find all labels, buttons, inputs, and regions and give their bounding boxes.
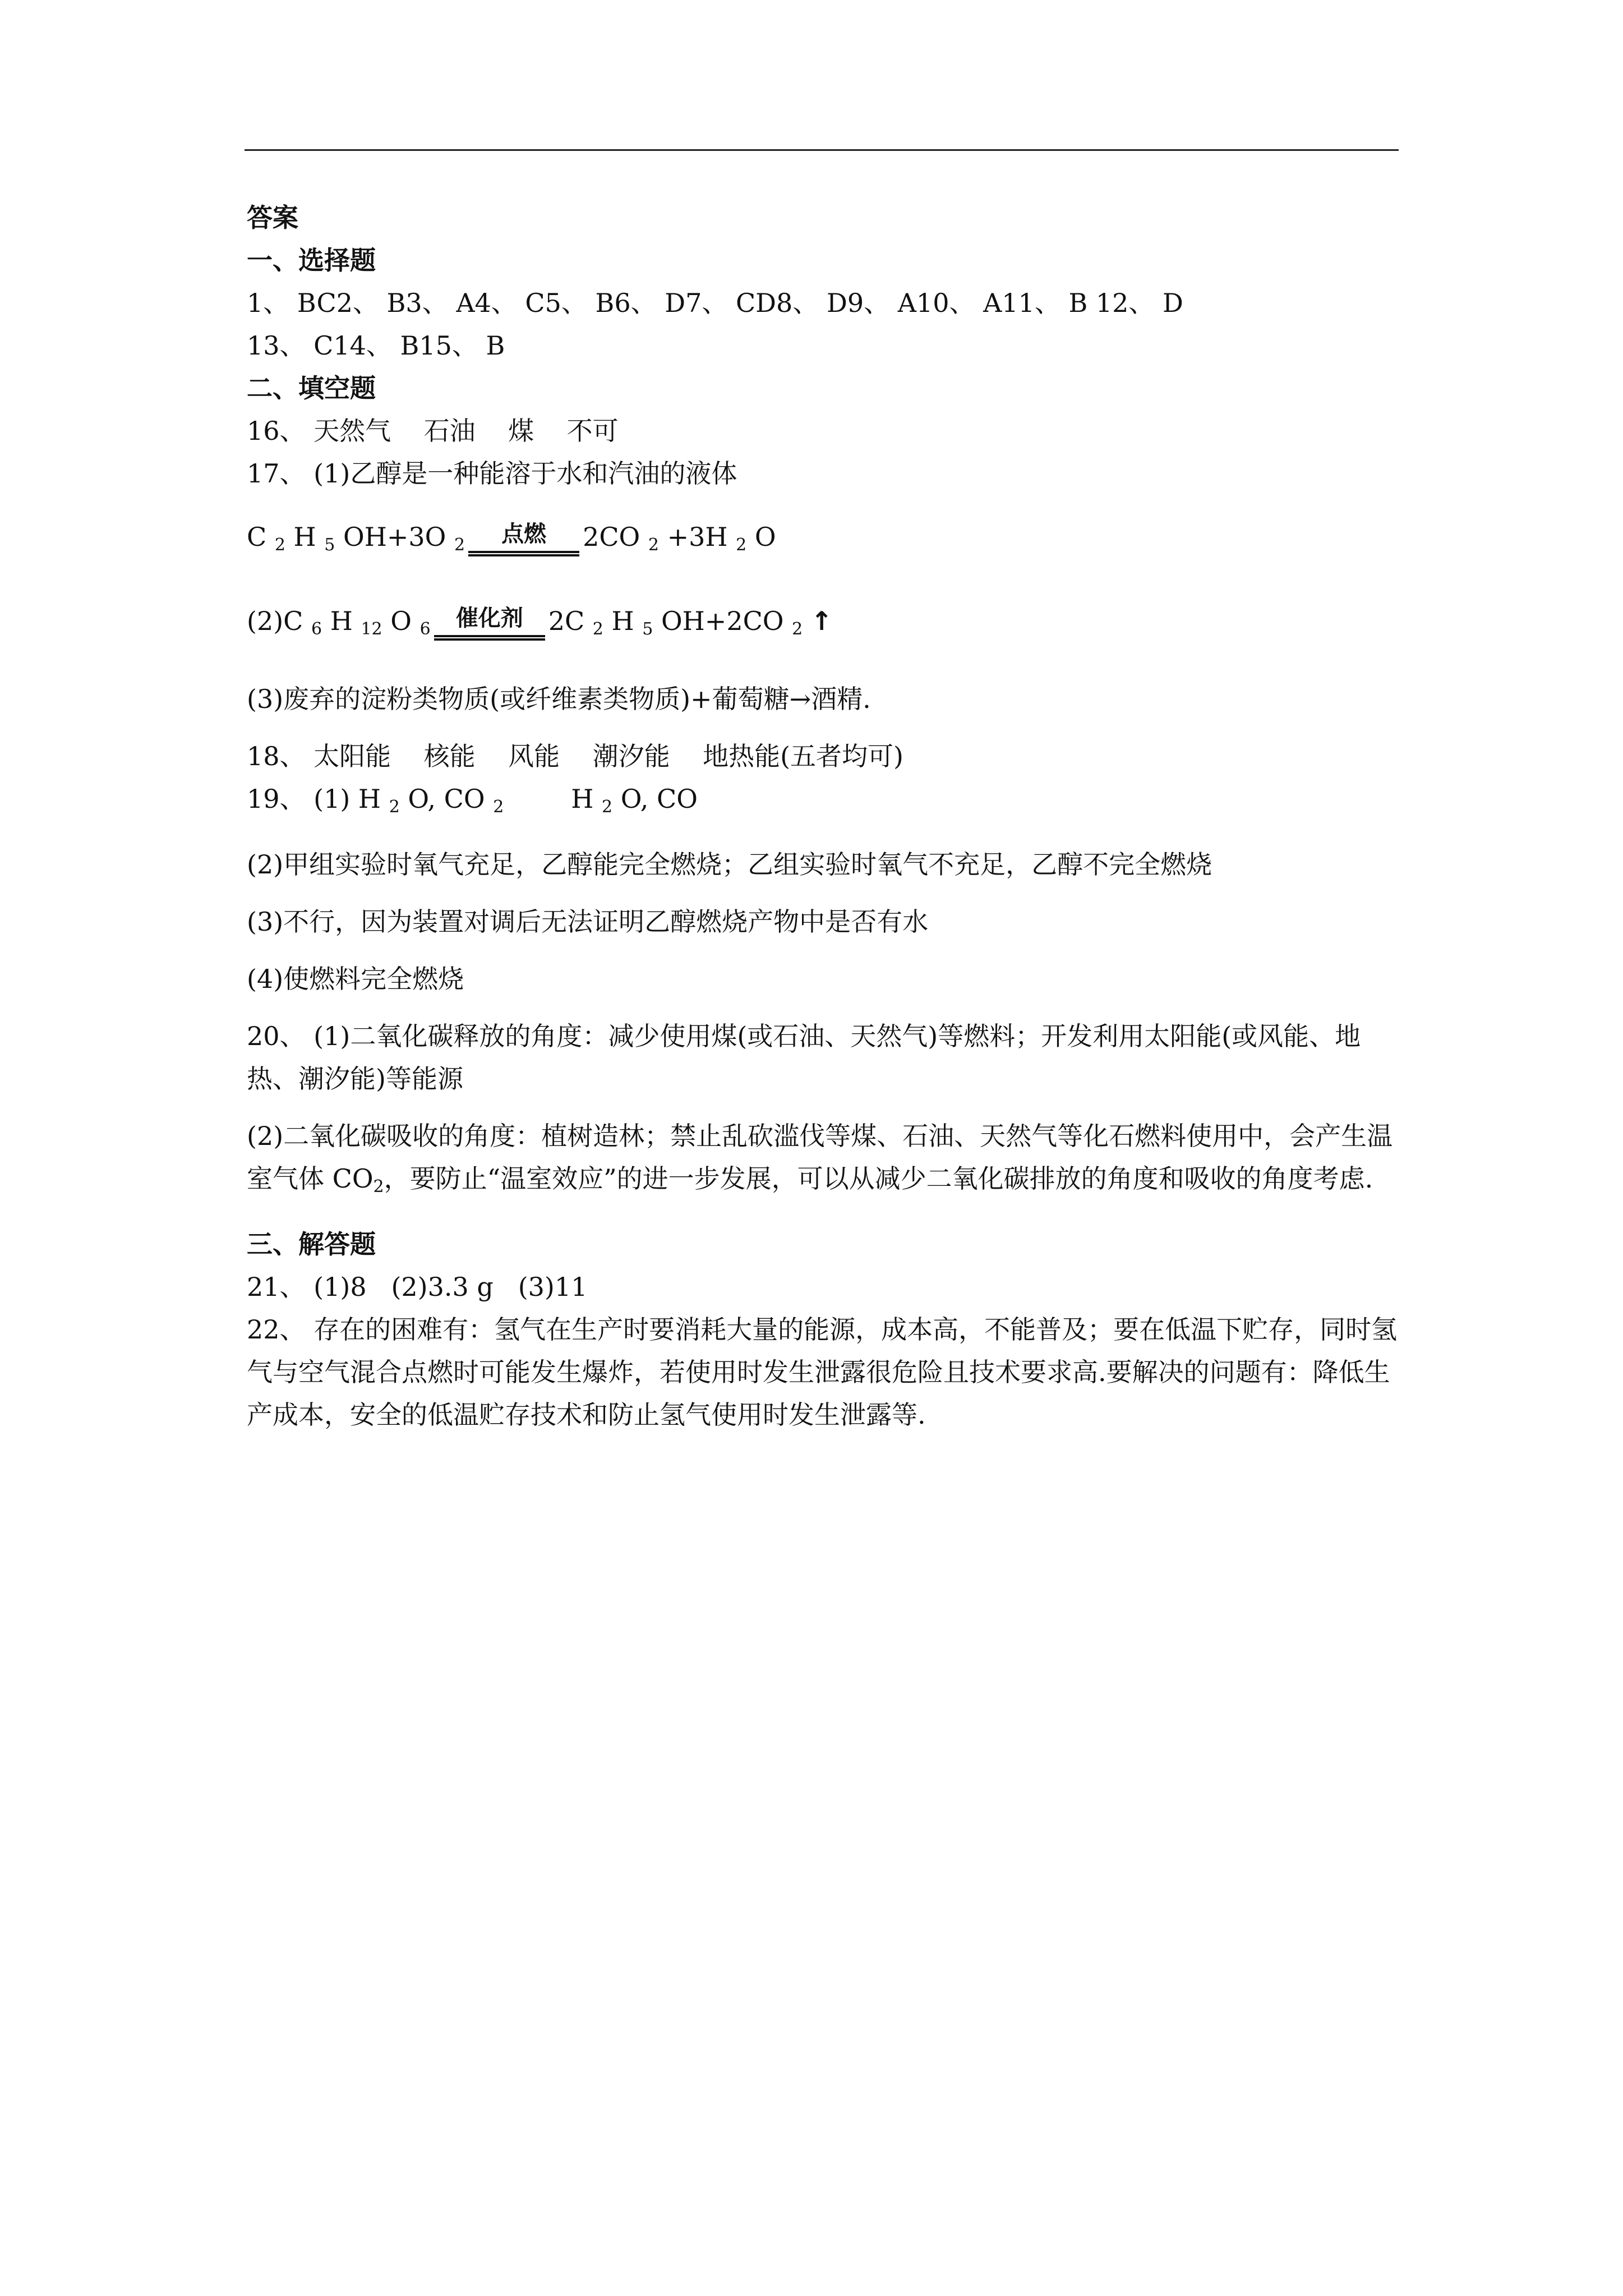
doc-title: 答案 xyxy=(247,203,298,233)
reaction-condition-catalyst: 催化剂 xyxy=(431,606,548,651)
q21-answer: 21、 (1)8 (2)3.3 g (3)11 xyxy=(247,1272,588,1302)
q17-part3: (3)废弃的淀粉类物质(或纤维素类物质)+葡萄糖→酒精. xyxy=(247,684,871,714)
equation-fermentation: (2)C $_6$ H $_{12}$ O $_6$ 催化剂 2C $_2$ H $_5$ OH+2CO $_2$ ↑ xyxy=(247,579,1402,663)
q19-part3: (3)不行，因为装置对调后无法证明乙醇燃烧产物中是否有水 xyxy=(247,907,929,937)
header-rule xyxy=(245,149,1399,151)
q20-part1: 20、 (1)二氧化碳释放的角度：减少使用煤(或石油、天然气)等燃料；开发利用太阳能(或风能、地热、潮汐能)等能源 xyxy=(247,1021,1361,1094)
q16-answer: 16、 天然气 石油 煤 不可 xyxy=(247,416,619,446)
reaction-condition-ignite: 点燃 xyxy=(465,522,583,567)
q20-part2: (2)二氧化碳吸收的角度：植树造林；禁止乱砍滥伐等煤、石油、天然气等化石燃料使用中，会产生温室气体 $CO_2$，要防止“温室效应”的进一步发展，可以从减少二氧化碳排放的角度和吸收的角度考虑. xyxy=(247,1121,1393,1197)
section3-heading: 三、解答题 xyxy=(247,1229,376,1259)
q22-answer: 22、 存在的困难有：氢气在生产时要消耗大量的能源，成本高，不能普及；要在低温下贮存，同时氢气与空气混合点燃时可能发生爆炸，若使用时发生泄露很危险且技术要求高.要解决的问题有：降低生产成本，安全的低温贮存技术和防止氢气使用时发生泄露等. xyxy=(247,1314,1398,1430)
mc-answers-line1: 1、 BC2、 B3、 A4、 C5、 B6、 D7、 CD8、 D9、 A10、 A11、 B 12、 D xyxy=(247,288,1183,318)
section1-heading: 一、选择题 xyxy=(247,245,376,275)
gas-up-arrow-icon: ↑ xyxy=(810,606,833,636)
equation-combustion: C $_2$ H $_5$ OH+3O $_2$ 点燃 2CO $_2$ +3H $_2$ O xyxy=(247,495,1402,579)
q17-part1: 17、 (1)乙醇是一种能溶于水和汽油的液体 xyxy=(247,458,737,489)
section2-heading: 二、填空题 xyxy=(247,373,376,403)
q19-part1: 19、 (1) H $_2$ O, CO $_2$ H $_2$ O, CO xyxy=(247,784,698,817)
mc-answers-line2: 13、 C14、 B15、 B xyxy=(247,330,505,361)
q19-part4: (4)使燃料完全燃烧 xyxy=(247,964,464,994)
answer-document xyxy=(247,196,1402,1436)
q18-answer: 18、 太阳能 核能 风能 潮汐能 地热能(五者均可) xyxy=(247,741,904,771)
q19-part2: (2)甲组实验时氧气充足，乙醇能完全燃烧；乙组实验时氧气不充足，乙醇不完全燃烧 xyxy=(247,849,1212,880)
